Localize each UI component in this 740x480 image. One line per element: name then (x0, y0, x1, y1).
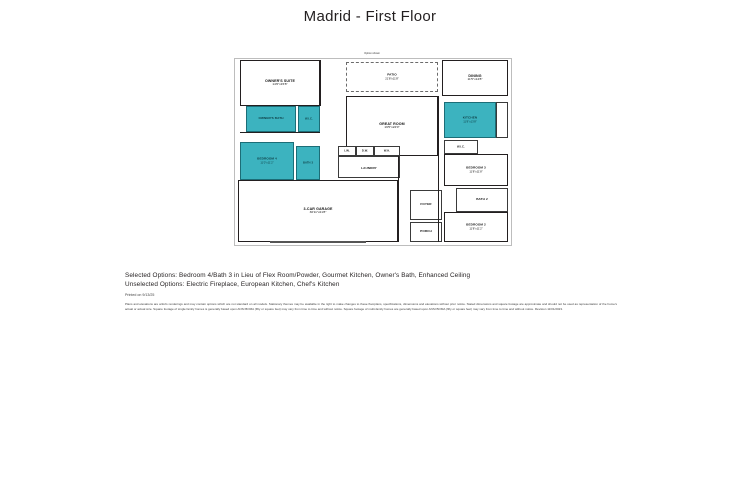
room-label (445, 167, 507, 174)
selected-options-text: Bedroom 4/Bath 3 in Lieu of Flex Room/Powder, Gourmet Kitchen, Owner's Bath, Enhanced Ceiling (179, 272, 471, 279)
room-name: PATIO (387, 72, 397, 77)
closet-lin (338, 146, 356, 156)
room-kitchen (444, 102, 496, 138)
closet-dw (356, 146, 374, 156)
room-label (339, 168, 399, 172)
room-name: FOYER (420, 202, 432, 207)
selected-options-line (125, 272, 617, 281)
room-name: W.I.C. (305, 117, 313, 121)
room-label (411, 230, 441, 234)
room-label (445, 117, 495, 124)
room-bedroom-4 (240, 142, 294, 180)
room-name: LAUNDRY (361, 166, 377, 171)
room-name: D.W. (361, 149, 369, 153)
room-owners-wic (298, 106, 320, 132)
wall-segment (320, 60, 321, 106)
disclaimer-text: Plans and elevations are artist's renderings and may contain options which are not standard on all models. Stationary themes may be available in the right to make changes to these floorplans, specifications, dimensions and elevations without prior notice. Stated dimensions and square footage are approximate and should not be used as representation of the home's actual or actual size. Square footage of single family homes is generally based upon ANSI BOMA (fifty or square feet) may vary from time to time and without notice. Square footage of multi-family homes are generally based upon ANSI BOMA (fifty or square feet) may vary from time to time and without notice. Revision 11/01/2023. (125, 302, 617, 311)
room-name: OWNER'S SUITE (265, 79, 295, 84)
room-label (445, 145, 477, 148)
room-dim: 21'8"x11'8" (385, 76, 399, 81)
room-dim: 19'5"x22'0" (384, 125, 400, 130)
room-label (241, 79, 319, 87)
room-garage (238, 180, 398, 242)
room-name: W.H. (383, 149, 391, 153)
room-dim: 11'8"x11'8" (469, 169, 483, 174)
selected-options-label: Selected Options: (125, 272, 178, 279)
room-name: BEDROOM 2 (466, 222, 486, 227)
room-bedroom-2 (444, 212, 508, 242)
room-label (347, 74, 437, 81)
room-dining (442, 60, 508, 96)
room-name: BATH 3 (302, 161, 314, 165)
wall-segment (438, 96, 439, 242)
room-name: GREAT ROOM (379, 122, 405, 127)
plan-top-note: Option shown (364, 52, 380, 55)
printed-on: Printed on 9/13/25 (125, 293, 155, 298)
room-bedroom-3 (444, 154, 508, 186)
room-name: PORCH (420, 229, 432, 234)
room-label (445, 224, 507, 231)
wall-segment (398, 156, 399, 242)
room-name: 3-CAR GARAGE (303, 207, 333, 212)
room-name: DINING (468, 74, 482, 79)
room-owners-suite (240, 60, 320, 106)
room-dim: 11'5"x14'8" (467, 77, 483, 82)
room-patio (346, 62, 438, 92)
room-label (457, 198, 507, 202)
room-name: BATH 2 (476, 197, 488, 202)
room-bath-3 (296, 146, 320, 180)
options-notes (125, 272, 617, 311)
room-dim: 11'8"x13'8" (463, 119, 477, 124)
room-label (297, 161, 319, 164)
room-label (299, 117, 319, 120)
kitchen-island (496, 102, 508, 138)
room-label (357, 149, 373, 152)
room-owners-bath (246, 106, 296, 132)
room-label (411, 203, 441, 207)
wall-segment (240, 132, 320, 133)
room-dim: 11'0"x11'2" (260, 160, 274, 165)
room-name: BEDROOM 4 (257, 156, 277, 161)
page-title: Madrid - First Floor (303, 8, 437, 25)
floor-plan-drawing (228, 50, 516, 250)
unselected-options-label: Unselected Options: (125, 280, 185, 288)
garage-door (270, 241, 366, 243)
room-dim: 14'6"x15'8" (272, 82, 288, 87)
room-label (247, 117, 295, 121)
unselected-options-line (125, 281, 617, 290)
room-dim: 11'8"x11'2" (469, 226, 483, 231)
room-name: W.I.C. (457, 145, 465, 149)
room-name: BEDROOM 3 (466, 165, 486, 170)
room-name: OWNER'S BATH (258, 116, 284, 121)
room-label (375, 149, 399, 152)
room-label (241, 158, 293, 165)
closet-wh (374, 146, 400, 156)
room-name: LIN. (344, 149, 350, 153)
room-dim: 30'11"x21'8" (309, 210, 327, 215)
room-name: KITCHEN (462, 115, 478, 120)
room-wic-secondary (444, 140, 478, 154)
room-label (347, 122, 437, 130)
room-label (443, 74, 507, 82)
room-bath-2 (456, 188, 508, 212)
room-laundry (338, 156, 400, 178)
room-label (339, 149, 355, 152)
room-label (239, 207, 397, 215)
unselected-options-text: Electric Fireplace, European Kitchen, Chef's Kitchen (186, 280, 340, 288)
